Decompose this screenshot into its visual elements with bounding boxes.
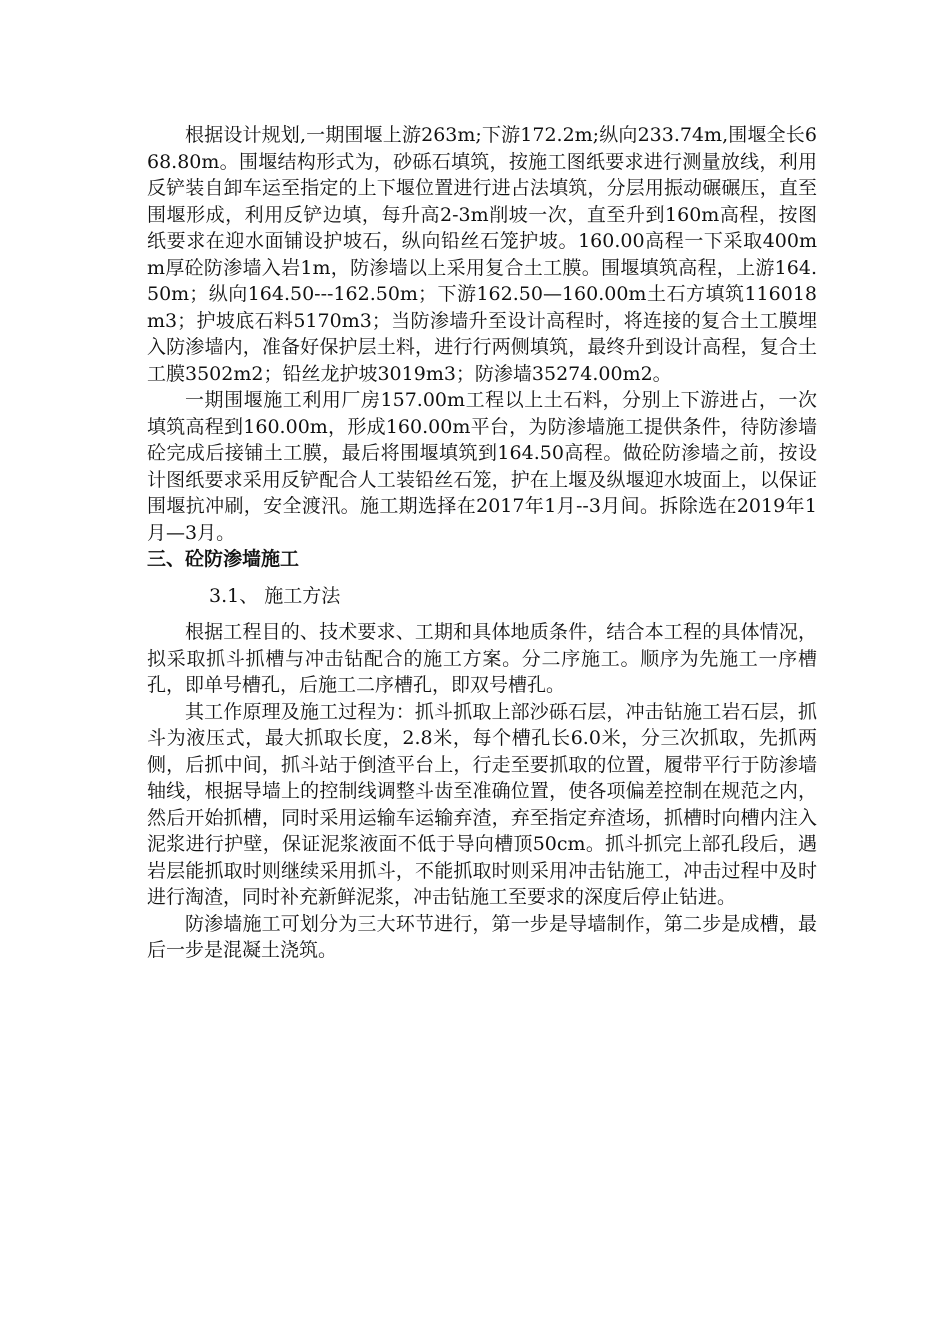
paragraph-construction-scheme: 根据工程目的、技术要求、工期和具体地质条件，结合本工程的具体情况，拟采取抓斗抓槽与冲击钻配合的施工方案。分二序施工。顺序为先施工一序槽孔，即单号槽孔，后施工二序槽孔，即双号槽孔。 [147, 621, 817, 696]
document-body [147, 122, 817, 964]
paragraph-cofferdam-plan: 根据设计规划,一期围堰上游263m;下游172.2m;纵向233.74m,围堰全长668.80m。围堰结构形式为，砂砾石填筑，按施工图纸要求进行测量放线，利用反铲装自卸车运至指定的上下堰位置进行进占法填筑，分层用振动碾碾压，直至围堰形成，利用反铲边填，每升高2-3m削坡一次，直至升到160m高程，按图纸要求在迎水面铺设护坡石，纵向铅丝石笼护坡。160.00高程一下采取400mm厚砼防渗墙入岩1m，防渗墙以上采用复合土工膜。围堰填筑高程，上游164.50m；纵向164.50---162.50m；下游162.50—160.00m土石方填筑116018m3；护坡底石料5170m3；当防渗墙升至设计高程时，将连接的复合土工膜埋入防渗墙内，准备好保护层土料，进行行两侧填筑，最终升到设计高程，复合土工膜3502m2；铅丝龙护坡3019m3；防渗墙35274.00m2。 [147, 124, 817, 385]
paragraph-working-principle: 其工作原理及施工过程为：抓斗抓取上部沙砾石层，冲击钻施工岩石层，抓斗为液压式，最大抓取长度，2.8米，每个槽孔长6.0米，分三次抓取，先抓两侧，后抓中间，抓斗站于倒渣平台上，行走至要抓取的位置，履带平行于防渗墙轴线，根据导墙上的控制线调整斗齿至准确位置，使各项偏差控制在规范之内，然后开始抓槽，同时采用运输车运输弃渣，弃至指定弃渣场，抓槽时向槽内注入泥浆进行护壁，保证泥浆液面不低于导向槽顶50cm。抓斗抓完上部孔段后，遇岩层能抓取时则继续采用抓斗，不能抓取时则采用冲击钻施工，冲击过程中及时进行淘渣，同时补充新鲜泥浆，冲击钻施工至要求的深度后停止钻进。 [147, 700, 817, 908]
section-heading: 三、砼防渗墙施工 [147, 548, 300, 570]
paragraph-cofferdam-construction: 一期围堰施工利用厂房157.00m工程以上土石料，分别上下游进占，一次填筑高程到160.00m，形成160.00m平台，为防渗墙施工提供条件，待防渗墙砼完成后接铺土工膜，最后将围堰填筑到164.50高程。做砼防渗墙之前，按设计图纸要求采用反铲配合人工装铅丝石笼，护在上堰及纵堰迎水坡面上，以保证围堰抗冲刷，安全渡汛。施工期选择在2017年1月--3月间。拆除选在2019年1月—3月。 [147, 389, 817, 544]
paragraph-construction-stages: 防渗墙施工可划分为三大环节进行，第一步是导墙制作，第二步是成槽，最后一步是混凝土浇筑。 [147, 912, 817, 961]
subsection-heading: 3.1、 施工方法 [209, 584, 341, 607]
